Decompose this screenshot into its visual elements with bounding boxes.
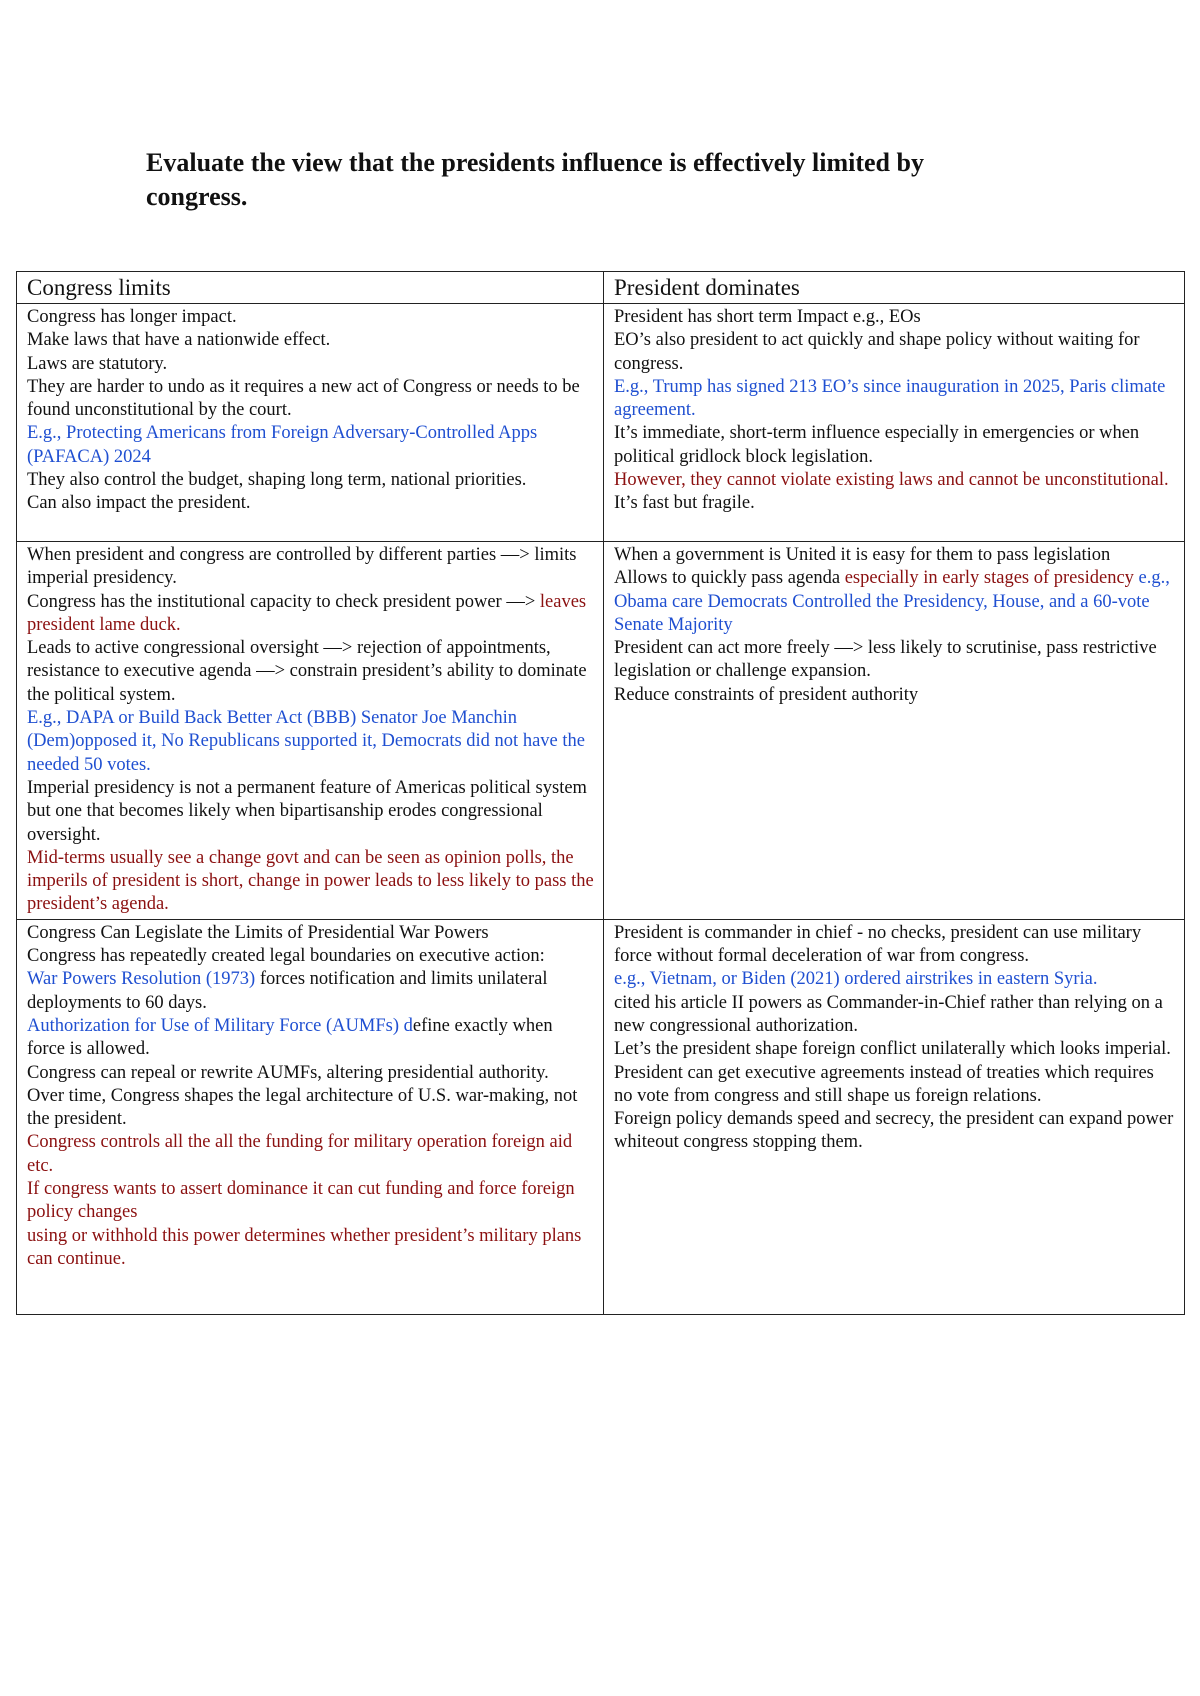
president-dominates-cell bbox=[604, 542, 1185, 920]
column-header-president-dominates: President dominates bbox=[604, 272, 1185, 304]
cell-line bbox=[614, 567, 1175, 637]
cell-line bbox=[614, 306, 1175, 329]
text-segment: efine exactly when force is allowed. bbox=[27, 1015, 553, 1060]
cell-line bbox=[27, 544, 594, 591]
text-segment: cited his article II powers as Commander-in-Chief rather than relying on a new congressional authorization. bbox=[614, 992, 1163, 1036]
text-segment: Congress Can Legislate the Limits of Presidential War Powers bbox=[27, 922, 489, 943]
congress-limits-cell bbox=[17, 304, 604, 542]
congress-limits-cell bbox=[17, 919, 604, 1314]
cell-line bbox=[614, 376, 1175, 423]
text-segment: It’s fast but fragile. bbox=[614, 493, 755, 514]
cell-line bbox=[27, 1225, 594, 1272]
text-segment: especially in early stages of presidency bbox=[844, 568, 1139, 589]
text-segment: They are harder to undo as it requires a new act of Congress or needs to be found unconstitutional by the court. bbox=[27, 376, 580, 421]
text-segment: Laws are statutory. bbox=[27, 353, 168, 374]
text-segment: leaves president lame duck. bbox=[27, 591, 587, 635]
cell-line bbox=[27, 591, 594, 638]
column-header-congress-limits: Congress limits bbox=[17, 272, 604, 304]
cell-line bbox=[614, 968, 1175, 991]
text-segment: Imperial presidency is not a permanent feature of Americas political system but one that becomes likely when bipartisanship erodes congressional oversight. bbox=[27, 777, 587, 845]
text-segment: Foreign policy demands speed and secrecy, the president can expand power whiteout congress stopping them. bbox=[614, 1109, 1174, 1153]
cell-line bbox=[27, 1085, 594, 1132]
text-segment: Congress can repeal or rewrite AUMFs, altering presidential authority. bbox=[27, 1062, 549, 1083]
cell-line bbox=[27, 922, 594, 945]
cell-line bbox=[27, 306, 594, 329]
comparison-table bbox=[16, 271, 1185, 1315]
text-segment: E.g., Protecting Americans from Foreign Adversary-Controlled Apps (PAFACA) 2024 bbox=[27, 423, 538, 467]
text-segment: forces notification and limits unilateral deployments to 60 days. bbox=[27, 969, 548, 1013]
text-segment: using or withhold this power determines whether president’s military plans can continue. bbox=[27, 1225, 582, 1269]
cell-line bbox=[27, 469, 594, 492]
table-row bbox=[17, 919, 1185, 1314]
text-segment: When president and congress are controlled by different parties —> limits imperial presidency. bbox=[27, 545, 577, 589]
text-segment: When a government is United it is easy for them to pass legislation bbox=[614, 545, 1111, 565]
text-segment: However, they cannot violate existing laws and cannot be unconstitutional. bbox=[614, 470, 1169, 491]
text-segment: If congress wants to assert dominance it can cut funding and force foreign policy changes bbox=[27, 1179, 575, 1223]
cell-line bbox=[27, 376, 594, 423]
text-segment: EO’s also president to act quickly and shape policy without waiting for congress. bbox=[614, 330, 1140, 374]
text-segment: Over time, Congress shapes the legal architecture of U.S. war-making, not the president. bbox=[27, 1085, 578, 1130]
text-segment: E.g., Trump has signed 213 EO’s since inauguration in 2025, Paris climate agreement. bbox=[614, 376, 1166, 421]
cell-line bbox=[614, 684, 1175, 707]
text-segment: They also control the budget, shaping long term, national priorities. bbox=[27, 470, 527, 491]
cell-line bbox=[614, 992, 1175, 1039]
cell-line bbox=[27, 777, 594, 847]
text-segment: President can get executive agreements instead of treaties which requires no vote from congress and still shape us foreign relations. bbox=[614, 1062, 1154, 1106]
cell-line bbox=[614, 1062, 1175, 1109]
text-segment: President can act more freely —> less likely to scrutinise, pass restrictive legislation or challenge expansion. bbox=[614, 638, 1157, 682]
text-segment: Authorization for Use of Military Force (AUMFs) d bbox=[27, 1015, 413, 1036]
cell-line bbox=[614, 422, 1175, 469]
text-segment: It’s immediate, short-term influence especially in emergencies or when political gridlock block legislation. bbox=[614, 423, 1140, 467]
cell-line bbox=[27, 422, 594, 469]
cell-line bbox=[614, 922, 1175, 969]
page-title: Evaluate the view that the presidents influence is effectively limited by congress. bbox=[146, 148, 924, 211]
text-segment: Allows to quickly pass agenda bbox=[614, 568, 845, 589]
text-segment: Reduce constraints of president authority bbox=[614, 684, 919, 705]
text-segment: President has short term Impact e.g., EOs bbox=[614, 307, 921, 327]
text-segment: Can also impact the president. bbox=[27, 493, 251, 514]
cell-line bbox=[27, 1015, 594, 1062]
cell-line bbox=[27, 707, 594, 777]
cell-line bbox=[27, 1131, 594, 1178]
text-segment: Make laws that have a nationwide effect. bbox=[27, 330, 331, 351]
cell-line bbox=[614, 492, 1175, 515]
cell-line bbox=[614, 1108, 1175, 1155]
congress-limits-cell bbox=[17, 542, 604, 920]
cell-line bbox=[27, 847, 594, 917]
text-segment: Mid-terms usually see a change govt and can be seen as opinion polls, the imperils of president is short, change in power leads to less likely to pass the president’s agenda. bbox=[27, 847, 594, 915]
cell-line bbox=[27, 329, 594, 352]
text-segment: Leads to active congressional oversight —> rejection of appointments, resistance to executive agenda —> constrain president’s ability to dominate the political system. bbox=[27, 638, 587, 705]
text-segment: Congress has longer impact. bbox=[27, 307, 237, 327]
cell-line bbox=[27, 492, 594, 515]
text-segment: e.g., Obama care Democrats Controlled the Presidency, House, and a 60-vote Senate Majority bbox=[614, 568, 1170, 635]
cell-line bbox=[614, 637, 1175, 684]
text-segment: War Powers Resolution (1973) bbox=[27, 969, 260, 990]
text-segment: Congress has repeatedly created legal boundaries on executive action: bbox=[27, 946, 545, 967]
cell-line bbox=[614, 544, 1175, 567]
cell-line bbox=[27, 353, 594, 376]
table-row bbox=[17, 542, 1185, 920]
text-segment: Congress has the institutional capacity to check president power —> bbox=[27, 591, 540, 612]
cell-line bbox=[614, 329, 1175, 376]
table-header-row bbox=[17, 272, 1185, 304]
text-segment: Let’s the president shape foreign conflict unilaterally which looks imperial. bbox=[614, 1039, 1171, 1060]
cell-line bbox=[27, 968, 594, 1015]
text-segment: e.g., Vietnam, or Biden (2021) ordered airstrikes in eastern Syria. bbox=[614, 969, 1098, 990]
cell-line bbox=[27, 637, 594, 707]
cell-line bbox=[27, 1062, 594, 1085]
cell-line bbox=[27, 945, 594, 968]
text-segment: President is commander in chief - no checks, president can use military force without formal deceleration of war from congress. bbox=[614, 922, 1142, 967]
cell-line bbox=[27, 1178, 594, 1225]
president-dominates-cell bbox=[604, 919, 1185, 1314]
text-segment: E.g., DAPA or Build Back Better Act (BBB) Senator Joe Manchin (Dem)opposed it, No Republicans supported it, Democrats did not have the needed 50 votes. bbox=[27, 708, 585, 775]
table-row bbox=[17, 304, 1185, 542]
cell-line bbox=[614, 1038, 1175, 1061]
president-dominates-cell bbox=[604, 304, 1185, 542]
text-segment: Congress controls all the all the funding for military operation foreign aid etc. bbox=[27, 1132, 573, 1176]
cell-line bbox=[614, 469, 1175, 492]
